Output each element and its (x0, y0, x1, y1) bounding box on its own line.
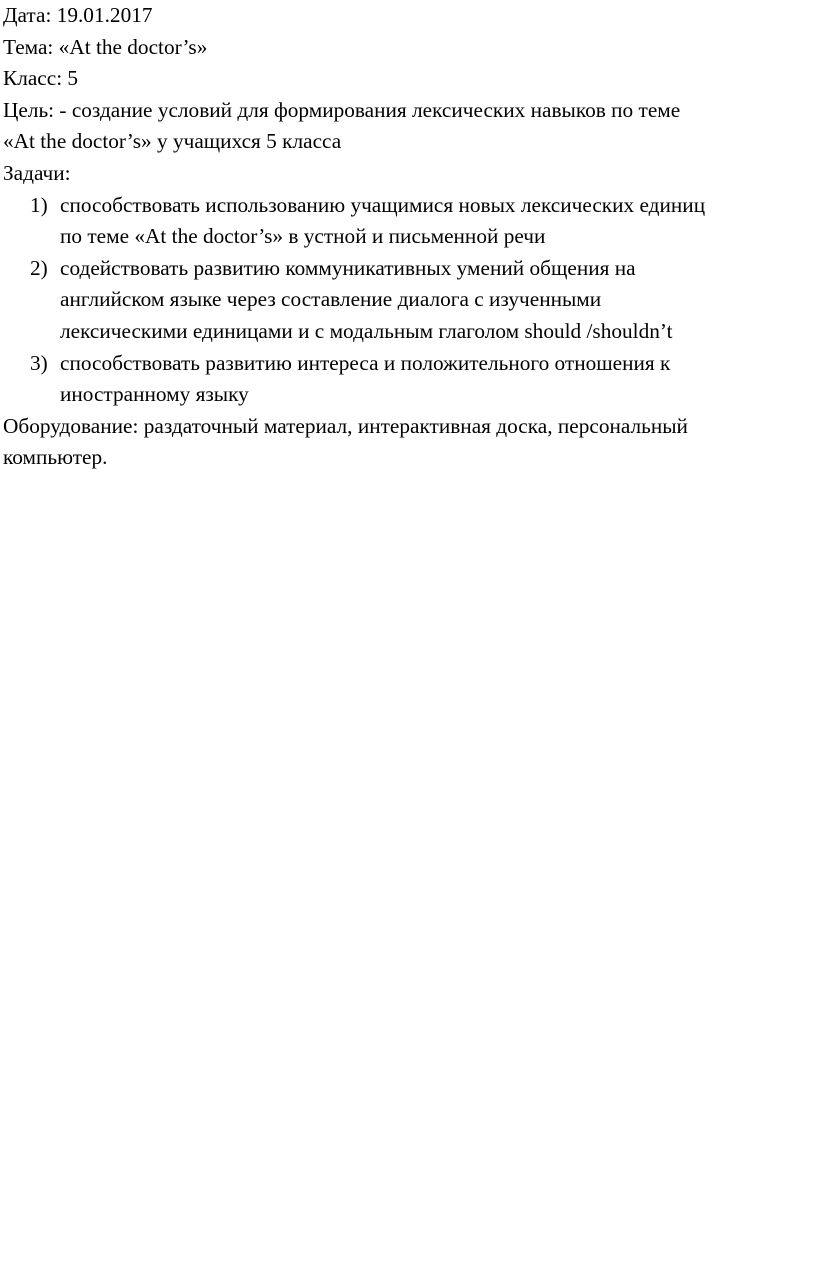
equipment-line-2: компьютер. (3, 445, 108, 470)
task-number: 2) (30, 255, 48, 280)
task-line: английском языке через составление диалога с изученными (60, 287, 602, 312)
task-line: иностранному языку (60, 382, 249, 407)
equipment-line-1: Оборудование: раздаточный материал, интерактивная доска, персональный (3, 413, 688, 438)
task-item-2 (3, 253, 808, 348)
document-page (3, 0, 808, 474)
task-item-3 (3, 348, 808, 411)
tasks-list (3, 190, 808, 411)
task-line: лексическими единицами и с модальным глаголом should /shouldn’t (60, 318, 673, 343)
task-line: содействовать развитию коммуникативных умений общения на (60, 255, 636, 280)
task-number: 3) (30, 350, 48, 375)
task-item-1 (3, 190, 808, 253)
goal-line-1: Цель: - создание условий для формирования лексических навыков по теме (3, 97, 681, 122)
task-line: способствовать использованию учащимися новых лексических единиц (60, 192, 706, 217)
grade-line: Класс: 5 (3, 66, 79, 91)
date-line: Дата: 19.01.2017 (3, 3, 153, 27)
task-line: по теме «At the doctor’s» в устной и письменной речи (60, 224, 546, 249)
goal-line-2: «At the doctor’s» у учащихся 5 класса (3, 129, 342, 154)
tasks-heading: Задачи: (3, 160, 71, 185)
task-line: способствовать развитию интереса и положительного отношения к (60, 350, 671, 375)
topic-line: Тема: «At the doctor’s» (3, 34, 208, 59)
task-number: 1) (30, 192, 48, 217)
